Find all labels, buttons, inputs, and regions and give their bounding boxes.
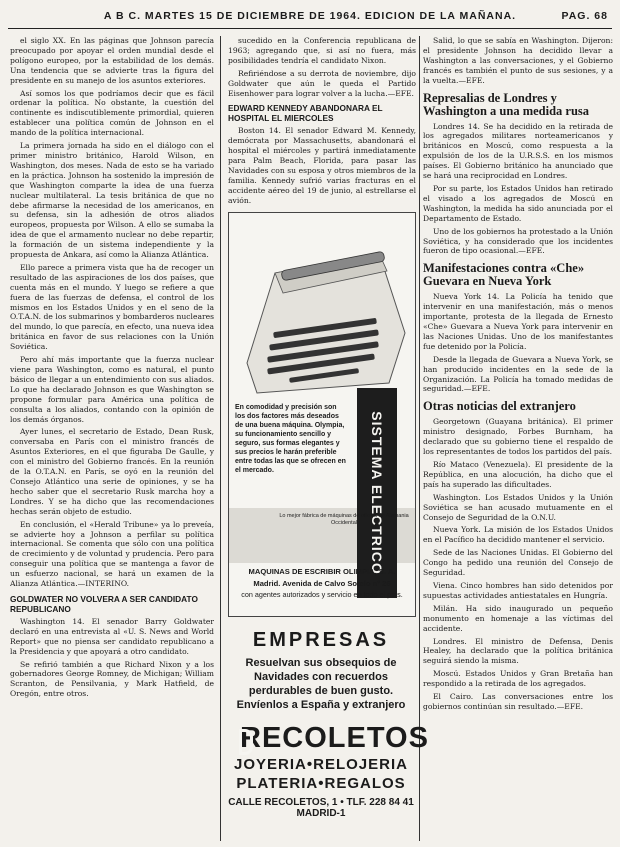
- olympia-agents: con agentes autorizados y servicio en todo el país.: [241, 590, 403, 599]
- article-paragraph: Washington. Los Estados Unidos y la Unión Soviética se han acusado mutuamente en el Consejo de Seguridad de la O.N.U.: [423, 492, 613, 522]
- olympia-address: Madrid. Avenida de Calvo Sotelo nº 26: [253, 579, 391, 588]
- article-paragraph: Refiriéndose a su derrota de noviembre, dijo Goldwater que aún le queda el Partido Eisenhower para lograr volver a la lucha.—EFE.: [228, 68, 416, 98]
- article-paragraph: Por su parte, los Estados Unidos han retirado el visado a los agregados de Moscú en Washington, la medida ha sido anunciada por el Departamento de Estado.: [423, 183, 613, 223]
- article-paragraph: Desde la llegada de Guevara a Nueva York, se han producido incidentes en la sede de la Organización. La Policía ha tomado medidas de seguridad.—EFE.: [423, 354, 613, 394]
- recoletos-line1: JOYERIA•RELOJERIA: [234, 756, 408, 773]
- article-paragraph: Uno de los gobiernos ha protestado a la Unión Soviética, y ha considerado que los incidentes fueron de tipo ocasional.—EFE.: [423, 226, 613, 256]
- article-paragraph: Washington 14. El senador Barry Goldwater declaró en una entrevista al «U. S. News and World Report» que no piensa ser candidato republicano a la Presidencia y que apoyará a otro candidato.: [10, 616, 214, 656]
- article-paragraph: Viena. Cinco hombres han sido detenidos por supuestas actividades antiestatales en Hungría.: [423, 580, 613, 600]
- goldwater-headline: GOLDWATER NO VOLVERA A SER CANDIDATO REPUBLICANO: [10, 593, 198, 614]
- article-paragraph: Georgetown (Guayana británica). El primer ministro designado, Forbes Burnham, ha declarado que su gobierno tiene el respaldo de los representantes de todos los partidos del país.: [423, 417, 613, 457]
- recoletos-address: CALLE RECOLETOS, 1 • TLF. 228 84 41 MADRID-1: [228, 797, 414, 819]
- column-rule: [419, 36, 420, 841]
- olympia-vertical-label: SISTEMA ELECTRICO: [369, 411, 385, 575]
- otras-headline: Otras noticias del extranjero: [423, 399, 576, 414]
- recoletos-line2: PLATERIA•REGALOS: [236, 775, 406, 792]
- article-paragraph: Ayer lunes, el secretario de Estado, Dean Rusk, conversaba en París con el ministro francés de Asuntos Exteriores, en el que figuraba De Gaulle, y con el ministro del Gobierno francés. En la reunión de la O.T.A.N. en París, se oyó en la reunión del Consejo Atlántico una serie de opiniones, y se ha hecho saber que el secretario Rusk marcha hoy a Londres. Y se ha dicho que las recomendaciones hechas serán objeto de estudio.: [10, 427, 214, 516]
- article-paragraph: el siglo XX. En las páginas que Johnson parecía preocupado por apoyar el orden mundial desde el polígono europeo, por la estabilidad de los demás. Una tendencia que se advierte tras la figura del presidente en su manejo de los asuntos exteriores.: [10, 36, 214, 85]
- article-paragraph: Río Mataco (Venezuela). El presidente de la República, en una alocución, ha dicho que el país ha superado las dificultades.: [423, 460, 613, 489]
- column-3: [423, 36, 613, 841]
- olympia-small-text: Lo mejor fábrica de máquinas de oficina de Alemania Occidental: [279, 513, 409, 526]
- olympia-footer: [229, 567, 415, 599]
- page-header: [8, 4, 612, 29]
- recoletos-advertisement: [228, 625, 429, 837]
- olympia-ad-text: En comodidad y precisión son los dos factores más deseados de una buena máquina. Olympia, su funcionamiento sencillo y seguro, sus formas elegantes y sus precios le harán preferible entre todas las que se ofrecen en el mercado.: [235, 404, 346, 474]
- londres-headline: Represalias de Londres y Washington a una medida rusa: [423, 90, 590, 118]
- article-paragraph: Boston 14. El senador Edward M. Kennedy, demócrata por Massachusetts, abandonará el hospital el miércoles y partirá inmediatamente para Palm Beach, Florida, para pasar las Navidades con su esposa y otros miembros de la familia. Kennedy sufrió varias fracturas en el accidente aéreo del 19 de junio, al estrellarse el avión.: [228, 126, 416, 205]
- recoletos-promo: Resuelvan sus obsequios de Navidades con recuerdos perdurables de buen gusto. Envíenlos a España y extranjero: [236, 657, 406, 711]
- article-paragraph: Salid, lo que se sabía en Washington. Dijeron: el presidente Johnson ha decidido llevar a Washington a las conversaciones, y el Gobierno francés es también el punto de sus sesiones, y a la vuelta.—EFE.: [423, 36, 613, 85]
- article-paragraph: sucedido en la Conferencia republicana de 1963; agregando que, si así no fuera, más posibilidades tendría el candidato Nixon.: [228, 36, 416, 65]
- article-paragraph: El Cairo. Las conversaciones entre los gobiernos continúan sin resultado.—EFE.: [423, 692, 613, 711]
- article-paragraph: Moscú. Estados Unidos y Gran Bretaña han respondido a la retirada de los agregados.: [423, 669, 613, 689]
- article-paragraph: Pero ahí más importante que la fuerza nuclear viene para Washington, como es natural, el punto básico de llegar a un entendimiento con sus aliados. Lo que ha declarado Johnson es que Washington se propone formular para América una política de consulta a los aliados, contando con la opinión de los demás órganos.: [10, 355, 214, 424]
- column-1: [10, 36, 214, 841]
- recoletos-brand: RECOLETOS: [240, 722, 429, 754]
- che-headline: Manifestaciones contra «Che» Guevara en Nueva York: [423, 261, 585, 289]
- recoletos-logo: [232, 722, 429, 755]
- article-paragraph: Nueva York 14. La Policía ha tenido que intervenir en una manifestación, más o menos importante, protesta de la llegada de Ernesto «Che» Guevara a Nueva York para intervenir en las Naciones Unidas. Uno de los manifestantes fue detenido por la Policía.: [423, 292, 613, 351]
- article-paragraph: Londres. El ministro de Defensa, Denis Healey, ha declarado que la política británica seguirá siendo la misma.: [423, 636, 613, 666]
- article-paragraph: En conclusión, el «Herald Tribune» ya lo preveía, se advierte hoy a Johnson a perfilar su política internacional. Se comenta que sólo con una política de crecimiento y de voluntad y prudencia. Pero para conseguir una política que se mantenga a favor de un esfuerzo nacional, se hará un examen de la Alianza Atlántica.—INTERINO.: [10, 519, 214, 589]
- article-paragraph: Milán. Ha sido inaugurado un pequeño monumento en homenaje a las víctimas del accidente.: [423, 603, 613, 633]
- recoletos-heading: EMPRESAS: [252, 629, 390, 651]
- olympia-advertisement: [228, 212, 416, 617]
- article-paragraph: Se refirió también a que Richard Nixon y a los gobernadores George Romney, de Michigan; William Scranton, de Pensilvania, y Mark Hatfield, de Oregón, entre otros.: [10, 659, 214, 699]
- article-paragraph: Así somos los que podríamos decir que es fácil ordenar la política. No obstante, la cuestión del continente es indiscutiblemente primordial, quieren establecer una política común de Johnson en el mando de la política internacional.: [10, 88, 214, 138]
- article-paragraph: Ello parece a primera vista que ha de recoger un resultado de las aspiraciones de los dos países, que cuenta más en el mundo. Y luego se refiere a que fuera de las fuerzas de defensa, el control de los mismos en los Estados Unidos y en el seno de la O.T.A.N. de los submarinos y bombarderos nucleares del mundo, lo que parecía, en efecto, una nueva idea británica en favor de sus relaciones con la Unión Soviética.: [10, 262, 214, 352]
- article-paragraph: La primera jornada ha sido en el diálogo con el primer ministro británico, Harold Wilson, en Washington, dos meses. Nada de esto se ha variado en la práctica. Johnson ha sostenido la impresión de que Washington comparte la idea de una fuerza nuclear multilateral. La tesis británica de que no debe afirmarse la necesidad de los americanos, en su defensa, sin la adhesión de otros aliados europeos, propuesta por Wilson. A ello se sumaba la idea de que el armamento nuclear no debe repartir, la formación de un sistema independiente y la propuesta de Ankara, así como la Alianza Atlántica.: [10, 141, 214, 260]
- article-paragraph: Londres 14. Se ha decidido en la retirada de los agregados militares norteamericanos y británicos en Moscú, como respuesta a la expulsión de los de la U.R.S.S. en los mismos países. El Gobierno británico ha anunciado que se hará una reciprocidad en Londres.: [423, 121, 613, 181]
- header-title: A B C. MARTES 15 DE DICIEMBRE DE 1964. EDICION DE LA MAÑANA.: [103, 10, 517, 22]
- olympia-company: MAQUINAS DE ESCRIBIR OLIMPIA, S. A.: [248, 567, 396, 576]
- page-number: PAG. 68: [561, 10, 608, 22]
- column-rule: [220, 36, 221, 841]
- article-paragraph: Sede de las Naciones Unidas. El Gobierno del Congo ha pedido una reunión del Consejo de Seguridad.: [423, 548, 613, 578]
- article-paragraph: Nueva York. La misión de los Estados Unidos en el Pacífico ha decidido mantener el servicio.: [423, 525, 613, 545]
- kennedy-headline: EDWARD KENNEDY ABANDONARA EL HOSPITAL EL MIERCOLES: [228, 103, 383, 124]
- column-2-text: [228, 36, 416, 208]
